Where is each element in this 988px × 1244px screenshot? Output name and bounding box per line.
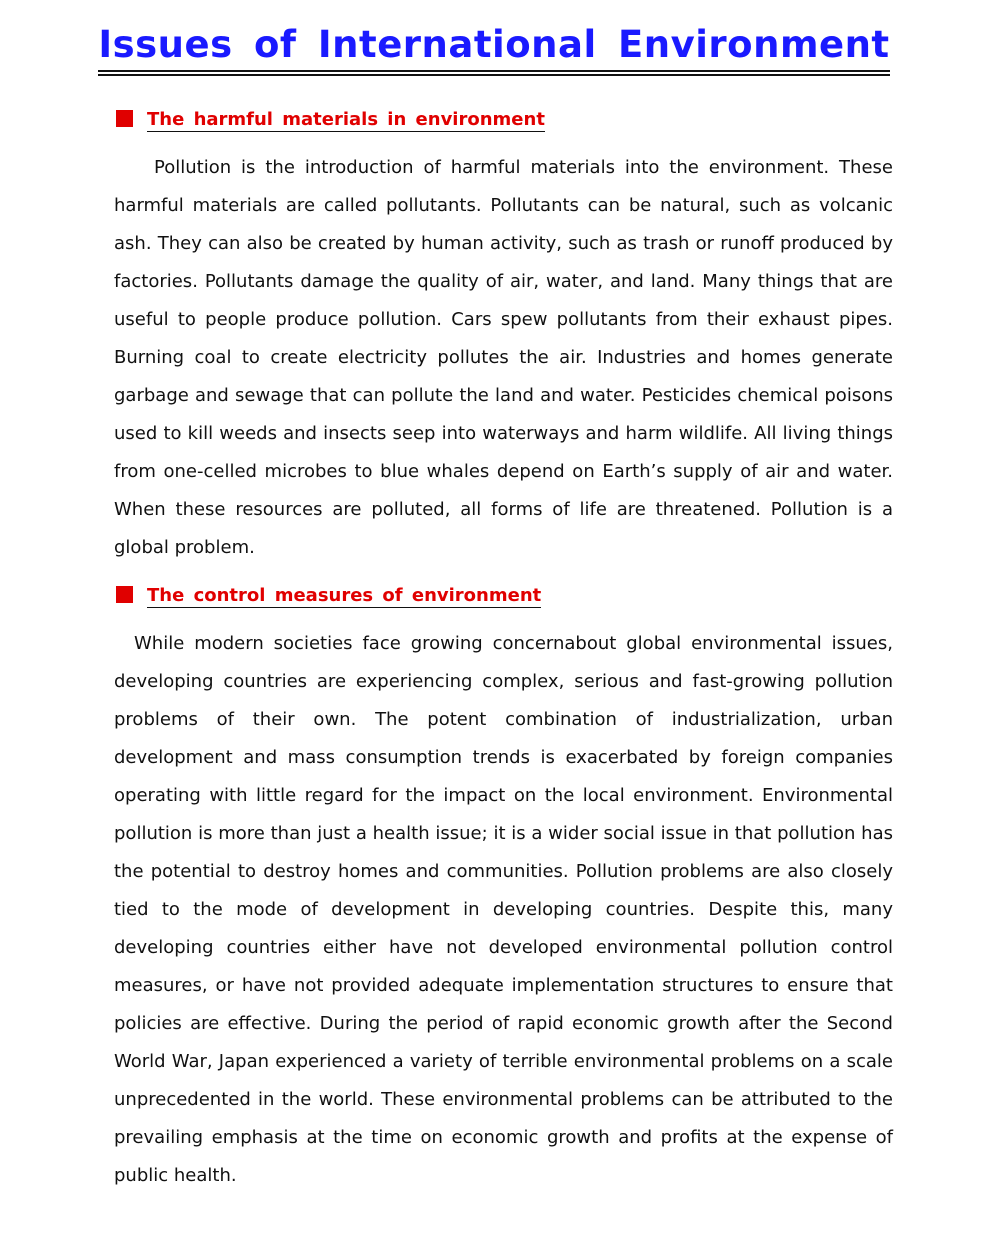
- red-square-bullet-icon: [116, 586, 133, 603]
- section-body-harmful-materials: Pollution is the introduction of harmful materials into the environment. These harmful materials are called pollutants. Pollutants can be natural, such as volcanic ash. They can also be created by human activity, such as trash or runoff produced by factories. Pollutants damage the quality of air, water, and land. Many things that are useful to people produce pollution. Cars spew pollutants from their exhaust pipes. Burning coal to create electricity pollutes the air. Industries and homes generate garbage and sewage that can pollute the land and water. Pesticides chemical poisons used to kill weeds and insects seep into waterways and harm wildlife. All living things from one-celled microbes to blue whales depend on Earth’s supply of air and water. When these resources are polluted, all forms of life are threatened. Pollution is a global problem.: [114, 157, 893, 558]
- section-body-control-measures: While modern societies face growing concernabout global environmental issues, developing countries are experiencing complex, serious and fast-growing pollution problems of their own. The potent combination of industrialization, urban development and mass consumption trends is exacerbated by foreign companies operating with little regard for the impact on the local environment. Environmental pollution is more than just a health issue; it is a wider social issue in that pollution has the potential to destroy homes and communities. Pollution problems are also closely tied to the mode of development in developing countries. Despite this, many developing countries either have not developed environmental pollution control measures, or have not provided adequate implementation structures to ensure that policies are effective. During the period of rapid economic growth after the Second World War, Japan experienced a variety of terrible environmental problems on a scale unprecedented in the world. These environmental problems can be attributed to the prevailing emphasis at the time on economic growth and profits at the expense of public health.: [114, 633, 893, 1186]
- title-wrapper: [0, 22, 988, 72]
- section-heading-harmful-materials: [116, 108, 545, 132]
- section-heading-control-measures: [116, 584, 541, 608]
- section-heading-text: The harmful materials in environment: [147, 109, 545, 130]
- section-heading-text: The control measures of environment: [147, 585, 542, 606]
- red-square-bullet-icon: [116, 110, 133, 127]
- document-title: Issues of International Environment: [98, 22, 889, 72]
